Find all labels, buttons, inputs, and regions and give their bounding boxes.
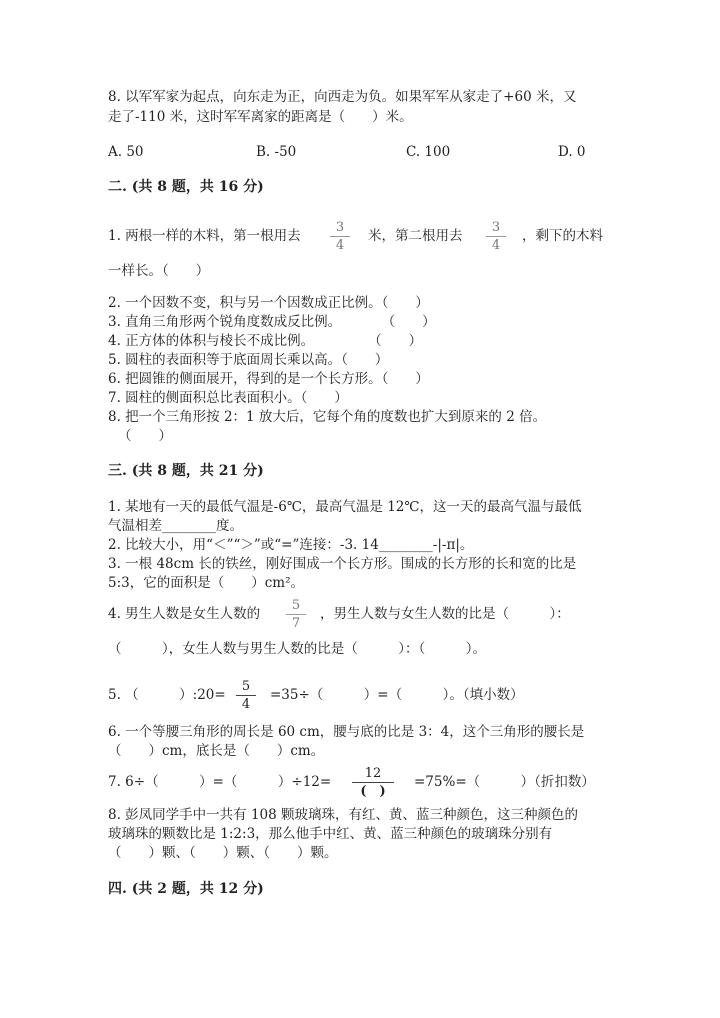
fraction-denominator: 7 bbox=[291, 616, 301, 631]
s3-q4-fraction bbox=[284, 598, 308, 631]
s2-q1-fraction-1 bbox=[328, 220, 352, 253]
s2-q1-part-a: 1. 两根一样的木料，第一根用去 bbox=[108, 228, 301, 244]
s2-q4: 4. 正方体的体积与棱长不成比例。 （ ） bbox=[108, 333, 423, 349]
s3-q2: 2. 比较大小，用“＜”“＞”或“=”连接：-3. 14________-|-π|。 bbox=[108, 537, 474, 553]
s3-q5-part-a: 5. （ ）:20= bbox=[108, 687, 226, 703]
s3-q7-part-a: 7. 6÷（ ）=（ ）÷12= bbox=[108, 774, 332, 790]
s3-q8-line3: （ ）颗、（ ）颗、（ ）颗。 bbox=[108, 845, 338, 861]
s3-q7-part-b: =75%=（ ）（折扣数） bbox=[414, 774, 595, 790]
s2-q2: 2. 一个因数不变，积与另一个因数成正比例。（ ） bbox=[108, 295, 429, 311]
s3-q3-line1: 3. 一根 48cm 长的铁丝，刚好围成一个长方形。围成的长方形的长和宽的比是 bbox=[108, 556, 577, 572]
s3-q5-fraction bbox=[234, 679, 258, 712]
s2-q1-line2: 一样长。（ ） bbox=[108, 263, 210, 279]
s3-q1-line1: 1. 某地有一天的最低气温是-6℃，最高气温是 12℃，这一天的最高气温与最低 bbox=[108, 499, 582, 515]
fraction-denominator: 4 bbox=[241, 697, 251, 712]
section4-heading: 四. (共 2 题，共 12 分) bbox=[108, 881, 264, 897]
s3-q1-line2: 气温相差________度。 bbox=[108, 518, 243, 534]
s3-q6-line1: 6. 一个等腰三角形的周长是 60 cm，腰与底的比是 3：4，这个三角形的腰长是 bbox=[108, 724, 585, 740]
s3-q6-line2: （ ）cm，底长是（ ）cm。 bbox=[108, 743, 325, 759]
s3-q7-fraction bbox=[350, 766, 396, 799]
s3-q3-line2: 5:3，它的面积是（ ）cm²。 bbox=[108, 575, 305, 591]
fraction-numerator: 5 bbox=[241, 679, 251, 694]
s2-q7: 7. 圆柱的侧面积总比表面积小。（ ） bbox=[108, 390, 348, 406]
s2-q3: 3. 直角三角形两个锐角度数成反比例。 （ ） bbox=[108, 314, 436, 330]
section3-heading: 三. (共 8 题，共 21 分) bbox=[108, 463, 264, 479]
s1-q8-line1: 8. 以军军家为起点，向东走为正，向西走为负。如果军军从家走了+60 米，又 bbox=[108, 89, 577, 105]
fraction-denominator: 4 bbox=[335, 238, 345, 253]
fraction-numerator: 3 bbox=[335, 220, 345, 235]
s3-q5-part-b: =35÷（ ）=（ ）。（填小数） bbox=[270, 687, 524, 703]
s3-q8-line1: 8. 彭凤同学手中一共有 108 颗玻璃珠，有红、黄、蓝三种颜色，这三种颜色的 bbox=[108, 807, 579, 823]
fraction-numerator: 12 bbox=[364, 766, 382, 781]
section2-heading: 二. (共 8 题，共 16 分) bbox=[108, 179, 264, 195]
s2-q6: 6. 把圆锥的侧面展开，得到的是一个长方形。（ ） bbox=[108, 371, 429, 387]
fraction-numerator: 3 bbox=[491, 220, 501, 235]
s2-q5: 5. 圆柱的表面积等于底面周长乘以高。（ ） bbox=[108, 352, 389, 368]
option-d: D. 0 bbox=[558, 144, 586, 160]
s2-q1-fraction-2 bbox=[484, 220, 508, 253]
s2-q1-part-c: ，剩下的木料 bbox=[522, 228, 603, 244]
option-a: A. 50 bbox=[108, 144, 144, 160]
s2-q8-line2: （ ） bbox=[118, 428, 172, 444]
option-c: C. 100 bbox=[406, 144, 451, 160]
fraction-denominator: ( ) bbox=[360, 784, 386, 799]
s3-q4-part-b: ，男生人数与女生人数的比是（ ）： bbox=[320, 606, 570, 622]
s3-q8-line2: 玻璃珠的颗数比是 1:2:3，那么他手中红、黄、蓝三种颜色的玻璃珠分别有 bbox=[108, 826, 553, 842]
s3-q4-part-a: 4. 男生人数是女生人数的 bbox=[108, 606, 261, 622]
s2-q8-line1: 8. 把一个三角形按 2：1 放大后，它每个角的度数也扩大到原来的 2 倍。 bbox=[108, 409, 547, 425]
fraction-numerator: 5 bbox=[291, 598, 301, 613]
s1-q8-line2: 走了-110 米，这时军军离家的距离是（ ）米。 bbox=[108, 109, 413, 125]
fraction-denominator: 4 bbox=[491, 238, 501, 253]
s3-q4-line2: （ ），女生人数与男生人数的比是（ ）：（ ）。 bbox=[108, 641, 486, 657]
s2-q1-part-b: 米，第二根用去 bbox=[368, 228, 463, 244]
option-b: B. -50 bbox=[256, 144, 297, 160]
